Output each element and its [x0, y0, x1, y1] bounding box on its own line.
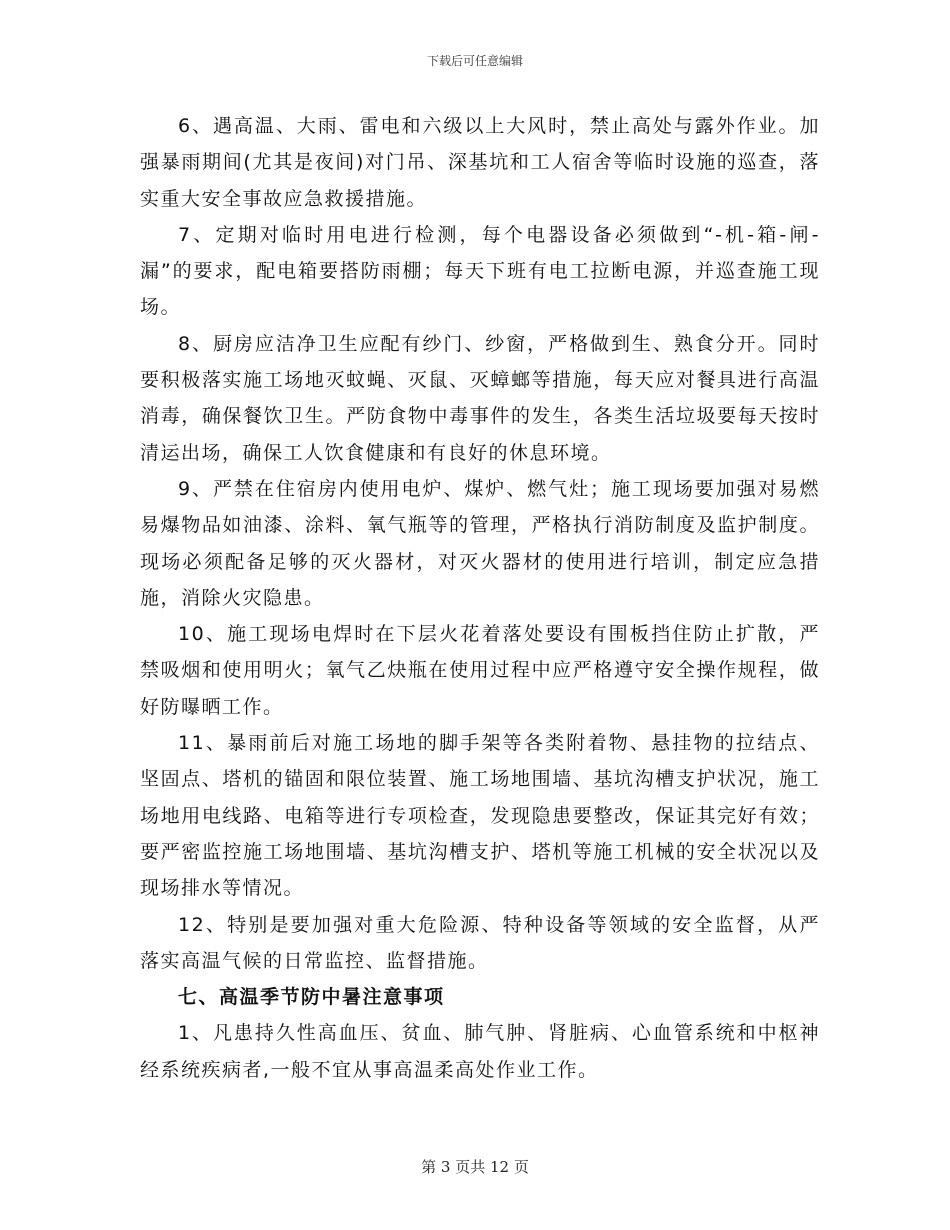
paragraph-item-7: 7、定期对临时用电进行检测，每个电器设备必须做到“-机-箱-闸-漏”的要求，配电箱要搭防雨棚；每天下班有电工拉断电源，并巡查施工现场。	[140, 223, 820, 319]
paragraph-item-6: 6、遇高温、大雨、雷电和六级以上大风时，禁止高处与露外作业。加强暴雨期间(尤其是夜间)对门吊、深基坑和工人宿舍等临时设施的巡查，落实重大安全事故应急救援措施。	[140, 115, 820, 210]
paragraph-item-8: 8、厨房应洁净卫生应配有纱门、纱窗，严格做到生、熟食分开。同时要积极落实施工场地灭蚊蝇、灭鼠、灭蟑螂等措施，每天应对餐具进行高温消毒，确保餐饮卫生。严防食物中毒事件的发生，各类生活垃圾要每天按时清运出场，确保工人饮食健康和有良好的休息环境。	[140, 332, 820, 464]
document-body	[140, 108, 820, 1088]
page-footer: 第 3 页共 12 页	[421, 1158, 529, 1176]
paragraph-item-11: 11、暴雨前后对施工场地的脚手架等各类附着物、悬挂物的拉结点、坚固点、塔机的锚固和限位装置、施工场地围墙、基坑沟槽支护状况，施工场地用电线路、电箱等进行专项检查，发现隐患要整改，保证其完好有效；要严密监控施工场地围墙、基坑沟槽支护、塔机等施工机械的安全状况以及现场排水等情况。	[140, 732, 820, 900]
paragraph-item-1: 1、凡患持久性高血压、贫血、肺气肿、肾脏病、心血管系统和中枢神经系统疾病者,一般不宜从事高温柔高处作业工作。	[140, 1022, 820, 1081]
paragraph-item-12: 12、特别是要加强对重大危险源、特种设备等领域的安全监督，从严落实高温气候的日常监控、监督措施。	[140, 913, 820, 972]
section-heading: 七、高温季节防中暑注意事项	[178, 986, 445, 1009]
paragraph-item-10: 10、施工现场电焊时在下层火花着落处要设有围板挡住防止扩散，严禁吸烟和使用明火；氧气乙炔瓶在使用过程中应严格遵守安全操作规程，做好防曝晒工作。	[140, 623, 820, 718]
paragraph-item-9: 9、严禁在住宿房内使用电炉、煤炉、燃气灶；施工现场要加强对易燃易爆物品如油漆、涂料、氧气瓶等的管理，严格执行消防制度及监护制度。现场必须配备足够的灭火器材，对灭火器材的使用进行培训，制定应急措施，消除火灾隐患。	[140, 477, 820, 609]
page-header: 下载后可任意编辑	[426, 54, 523, 68]
